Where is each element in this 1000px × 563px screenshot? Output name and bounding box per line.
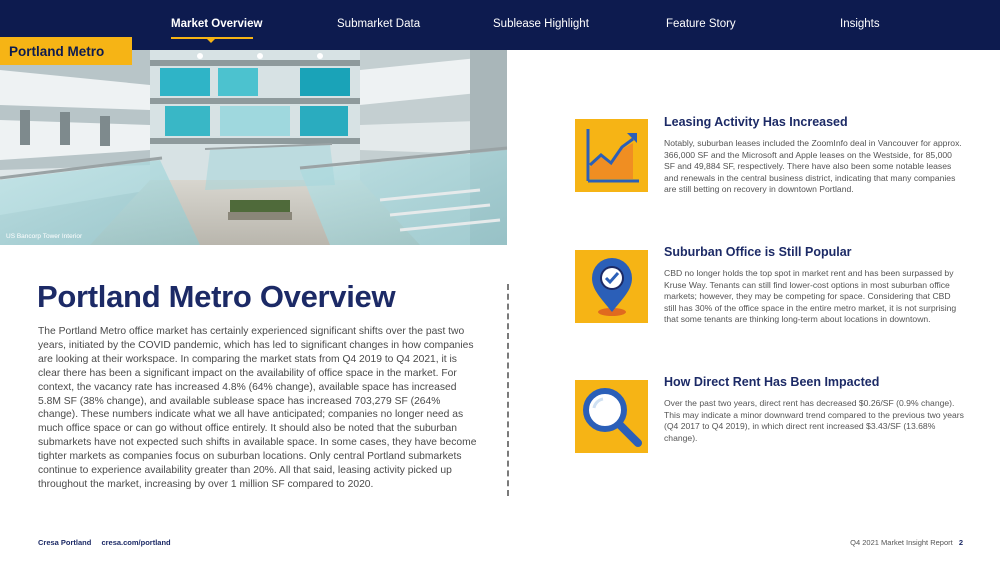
dashed-divider [507, 284, 509, 496]
feature-body-suburban: CBD no longer holds the top spot in market rent and has been surpassed by Kruse Way. Tenants can still find lower-cost options in most suburban office markets; however, they may be competing for space. Considering that CBD still has 30% of the office space in the entire metro market, it is not surprising that some tenants are thinking long-term about locations in downtown. [664, 268, 957, 325]
footer-report-title: Q4 2021 Market Insight Report [850, 538, 953, 547]
feature-body-direct-rent: Over the past two years, direct rent has decreased $0.26/SF (0.9% change). This may indicate a minor downward trend compared to the previous two years (Q4 2017 to Q4 2019), in which direct rent increased $3.43/SF (13.68% change). [664, 398, 964, 443]
feature-title-leasing: Leasing Activity Has Increased [664, 115, 848, 129]
nav-tab-sublease-highlight[interactable]: Sublease Highlight [493, 18, 589, 30]
location-pin-check-icon [575, 250, 648, 323]
region-badge: Portland Metro [0, 37, 132, 65]
hero-photo [0, 50, 507, 245]
page-title: Portland Metro Overview [37, 279, 396, 314]
nav-tab-feature-story[interactable]: Feature Story [666, 18, 736, 30]
nav-tab-submarket-data[interactable]: Submarket Data [337, 18, 421, 30]
active-tab-caret-icon [206, 38, 216, 43]
page-number: 2 [958, 538, 963, 547]
footer-url-link[interactable]: cresa.com/portland [101, 538, 171, 547]
magnifying-glass-icon [575, 380, 648, 453]
footer-company: Cresa Portland [38, 538, 92, 547]
growth-chart-icon [575, 119, 648, 192]
footer-brand [38, 538, 179, 547]
footer-report-info [850, 538, 963, 547]
feature-body-leasing: Notably, suburban leases included the ZoomInfo deal in Vancouver for approx. 366,000 SF and the Microsoft and Apple leases on the Westside, for 85,000 SF and 49,884 SF, respectively. There have also been some notable leases and renewals in the central business district, indicating that many companies are still betting on recovery in downtown Portland. [664, 138, 962, 195]
feature-title-suburban: Suburban Office is Still Popular [664, 245, 852, 259]
feature-title-direct-rent: How Direct Rent Has Been Impacted [664, 375, 880, 389]
nav-tab-market-overview[interactable]: Market Overview [171, 18, 263, 30]
overview-paragraph: The Portland Metro office market has certainly experienced significant shifts over the past two years, initiated by the COVID pandemic, which has led to significant changes in how companies are looking at their workspace. In comparing the market stats from Q4 2019 to Q4 2021, it is clear there has been a significant impact on the availability of office space in the market. For context, the vacancy rate has increased 4.8% (64% change), available space has increased 5.8M SF (38% change), and available sublease space has increased 703,279 SF (264% change). These numbers indicate what we all have anticipated; companies no longer need as much office space or can go without office entirely. It should also be noted that the suburban submarkets have not expected such shifts in available space. In some cases, they have become tighter markets as companies focus on suburban locations. Only central Portland submarkets continue to experience availability greater than 20%. All that said, leasing activity picked up throughout the market, increasing by over 1 million SF compared to 2020. [38, 326, 477, 490]
top-navigation [0, 0, 1000, 50]
nav-tab-insights[interactable]: Insights [840, 18, 880, 30]
photo-caption: US Bancorp Tower Interior [6, 233, 83, 240]
